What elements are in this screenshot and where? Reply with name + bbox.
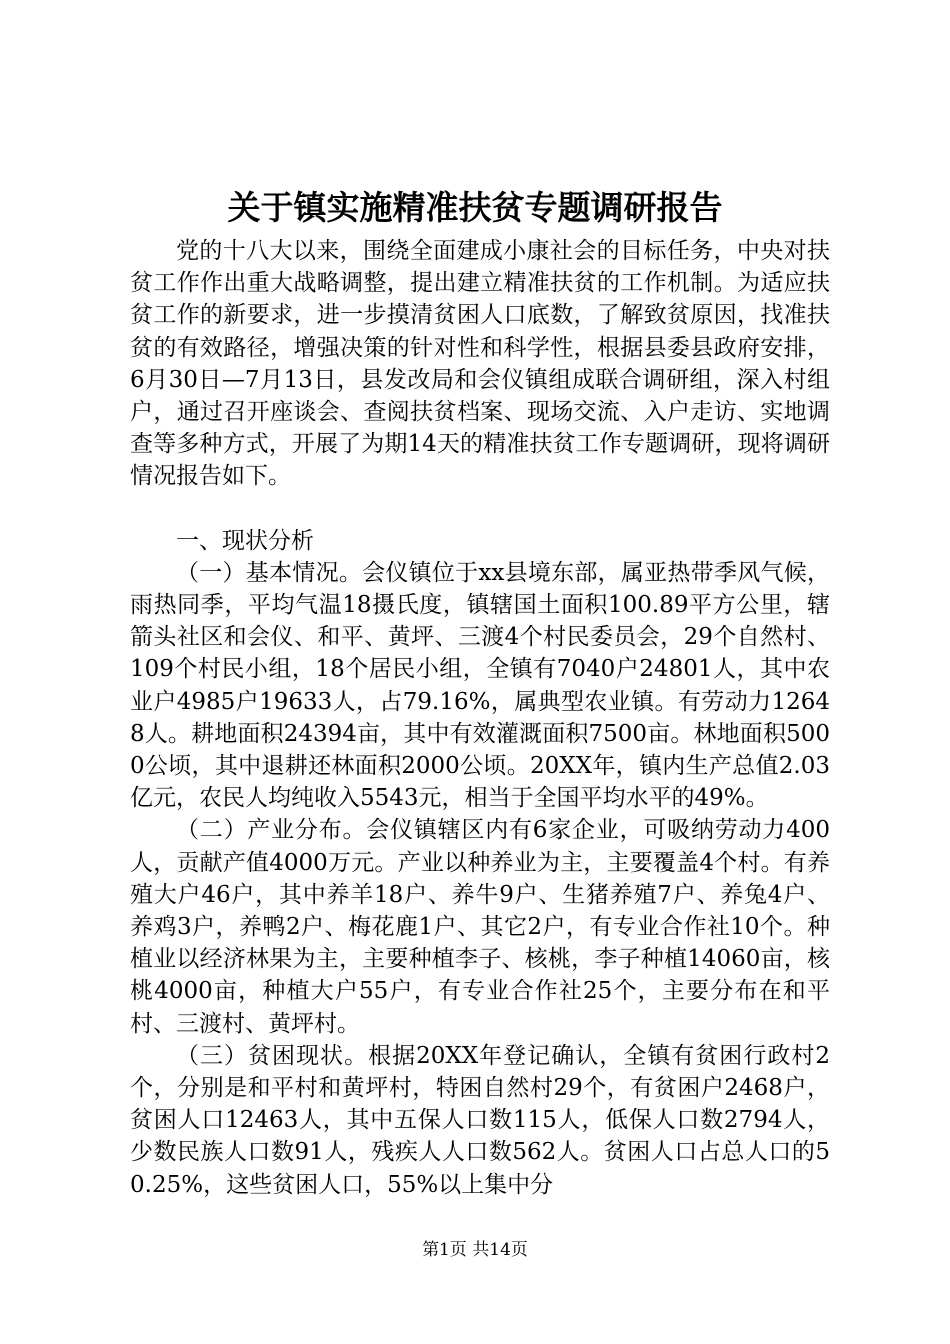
industry-distribution-paragraph: （二）产业分布。会仪镇辖区内有6家企业，可吸纳劳动力400人，贡献产值4000万元。产业以种养业为主，主要覆盖4个村。有养殖大户46户，其中养羊18户、养牛9户、生猪养殖7户、养兔4户、养鸡3户，养鸭2户、梅花鹿1户、其它2户，有专业合作社10个。种植业以经济林果为主，主要种植李子、核桃，李子种植14060亩，核桃4000亩，种植大户55户，有专业合作社25个，主要分布在和平村、三渡村、黄坪村。 xyxy=(130,817,830,1037)
document-body xyxy=(130,235,830,1201)
poverty-status-paragraph: （三）贫困现状。根据20XX年登记确认，全镇有贫困行政村2个，分别是和平村和黄坪村，特困自然村29个，有贫困户2468户，贫困人口12463人，其中五保人口数115人，低保人口数2794人，少数民族人口数91人，残疾人人口数562人。贫困人口占总人口的50.25%，这些贫困人口，55%以上集中分 xyxy=(130,1042,830,1198)
basic-situation-paragraph: （一）基本情况。会仪镇位于xx县境东部，属亚热带季风气候，雨热同季，平均气温18摄氏度，镇辖国土面积100.89平方公里，辖箭头社区和会仪、和平、黄坪、三渡4个村民委员会，29个自然村、109个村民小组，18个居民小组，全镇有7040户24801人，其中农业户4985户19633人，占79.16%，属典型农业镇。有劳动力12648人。耕地面积24394亩，其中有效灌溉面积7500亩。林地面积5000公顷，其中退耕还林面积2000公顷。20XX年，镇内生产总值2.03亿元，农民人均纯收入5543元，相当于全国平均水平的49%。 xyxy=(130,559,830,812)
document-title: 关于镇实施精准扶贫专题调研报告 xyxy=(227,188,723,227)
intro-paragraph: 党的十八大以来，围绕全面建成小康社会的目标任务，中央对扶贫工作作出重大战略调整，提出建立精准扶贫的工作机制。为适应扶贫工作的新要求，进一步摸清贫困人口底数，了解致贫原因，找准扶贫的有效路径，增强决策的针对性和科学性，根据县委县政府安排，6月30日—7月13日，县发改局和会仪镇组成联合调研组，深入村组户，通过召开座谈会、查阅扶贫档案、现场交流、入户走访、实地调查等多种方式，开展了为期14天的精准扶贫工作专题调研，现将调研情况报告如下。 xyxy=(130,238,830,490)
section-heading: 一、现状分析 xyxy=(176,527,314,554)
page-footer: 第1页 共14页 xyxy=(422,1240,528,1260)
